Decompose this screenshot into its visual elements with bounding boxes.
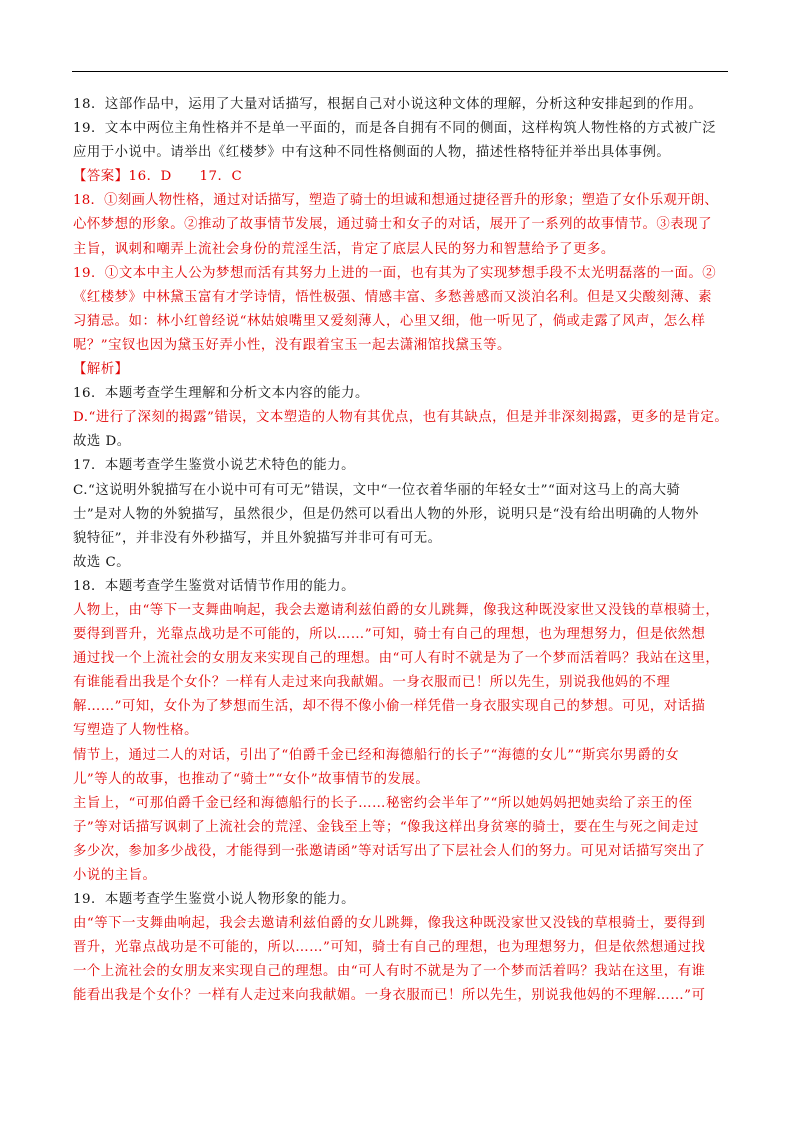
answer-line: 心怀梦想的形象。②推动了故事情节发展，通过骑士和女子的对话，展开了一系列的故事情节。③表现了 — [73, 217, 712, 233]
document-body — [73, 93, 729, 1009]
header-rule — [72, 71, 728, 72]
text-line: 18．本题考查学生鉴赏对话情节作用的能力。 — [73, 578, 355, 594]
answer-line: 写塑造了人物性格。 — [73, 723, 199, 739]
answer-line: D.“进行了深刻的揭露”错误，文本塑造的人物有其优点，也有其缺点，但是并非深刻揭露，更多的是肯定。 — [73, 410, 729, 426]
answer-line: 一个上流社会的女朋友来实现自己的理想。由“可人有时不就是为了一个梦而活着吗？我站在这里，有谁 — [73, 964, 706, 980]
answer-line: 【解析】 — [73, 362, 129, 378]
text-line: 貌特征”，并非没有外秒描写，并且外貌描写并非可有可无。 — [73, 530, 442, 546]
answer-line: 呢？”宝钗也因为黛玉好弄小性，没有跟着宝玉一起去潇湘馆找黛玉等。 — [73, 337, 511, 353]
answer-line: 有谁能看出我是个女仆？一样有人走过来向我献媚。一身衣服而已！所以先生，别说我他妈的不理 — [73, 675, 671, 691]
answer-line: 《红楼梦》中林黛玉富有才学诗情，悟性极强、情感丰富、多愁善感而又淡泊名利。但是又尖酸刻薄、素 — [73, 289, 712, 305]
text-line: 19．文本中两位主角性格并不是单一平面的，而是各自拥有不同的侧面，这样构筑人物性格的方式被广泛 — [73, 121, 717, 137]
answer-line: 【答案】16．D 17．C — [73, 169, 243, 185]
text-line: 士”是对人物的外貌描写，虽然很少，但是仍然可以看出人物的外形，说明只是“没有给出明确的人物外 — [73, 506, 699, 522]
answer-line: 由“等下一支舞曲响起，我会去邀请利兹伯爵的女儿跳舞，像我这种既没家世又没钱的草根骑士，要得到 — [73, 916, 706, 932]
text-line: C.“这说明外貌描写在小说中可有可无”错误，文中“一位衣着华丽的年轻女士”“面对这马上的高大骑 — [73, 482, 681, 498]
answer-line: 主旨，讽刺和嘲弄上流社会身份的荒淫生活，肯定了底层人民的努力和智慧给予了更多。 — [73, 241, 615, 257]
text-line: 18．这部作品中，运用了大量对话描写，根据自己对小说这种文体的理解，分析这种安排起到的作用。 — [73, 97, 703, 112]
answer-line: 儿”等人的故事，也推动了“骑士”“女仆”故事情节的发展。 — [73, 771, 430, 787]
text-line: 故选 D。 — [73, 434, 131, 450]
answer-line: 子”等对话描写讽刺了上流社会的荒淫、金钱至上等；“像我这样出身贫寒的骑士，要在生与死之间走过 — [73, 819, 699, 835]
answer-line: 情节上，通过二人的对话，引出了“伯爵千金已经和海德船行的长子”“海德的女儿”“斯宾尔男爵的女 — [73, 747, 680, 763]
answer-line: 通过找一个上流社会的女朋友来实现自己的理想。由“可人有时不就是为了一个梦而活着吗？我站在这里， — [73, 651, 720, 667]
answer-line: 要得到晋升，光靠点战功是不可能的，所以……”可知，骑士有自己的理想，也为理想努力，但是依然想 — [73, 627, 706, 643]
text-line: 应用于小说中。请举出《红楼梦》中有这种不同性格侧面的人物，描述性格特征并举出具体事例。 — [73, 145, 671, 161]
text-line: 19．本题考查学生鉴赏小说人物形象的能力。 — [73, 892, 355, 908]
answer-line: 主旨上，“可那伯爵千金已经和海德船行的长子……秘密约会半年了”“所以她妈妈把她卖给了亲王的侄 — [73, 795, 693, 811]
text-line: 17．本题考查学生鉴赏小说艺术特色的能力。 — [73, 458, 355, 474]
answer-line: 19．①文本中主人公为梦想而活有其努力上进的一面，也有其为了实现梦想手段不太光明磊落的一面。② — [73, 265, 717, 281]
answer-line: 解……”可知，女仆为了梦想而生活，却不得不像小偷一样凭借一身衣服实现自己的梦想。可见，对话描 — [73, 699, 706, 715]
answer-line: 小说的主旨。 — [73, 868, 157, 883]
text-line: 16．本题考查学生理解和分析文本内容的能力。 — [73, 386, 369, 402]
text-line: 故选 C。 — [73, 554, 131, 570]
answer-line: 能看出我是个女仆？一样有人走过来向我献媚。一身衣服而已！所以先生，别说我他妈的不理解……”可 — [73, 988, 706, 1004]
answer-line: 习猜忌。如：林小红曾经说“林姑娘嘴里又爱刻薄人，心里又细，他一听见了，倘或走露了风声，怎么样 — [73, 313, 706, 329]
answer-line: 晋升，光靠点战功是不可能的，所以……”可知，骑士有自己的理想，也为理想努力，但是依然想通过找 — [73, 940, 706, 956]
answer-line: 人物上，由“等下一支舞曲响起，我会去邀请利兹伯爵的女儿跳舞，像我这种既没家世又没钱的草根骑士， — [73, 602, 720, 618]
answer-line: 多少次，参加多少战役，才能得到一张邀请函”等对话写出了下层社会人们的努力。可见对话描写突出了 — [73, 843, 706, 859]
answer-line: 18．①刻画人物性格，通过对话描写，塑造了骑士的坦诚和想通过捷径晋升的形象；塑造了女仆乐观开朗、 — [73, 193, 719, 209]
